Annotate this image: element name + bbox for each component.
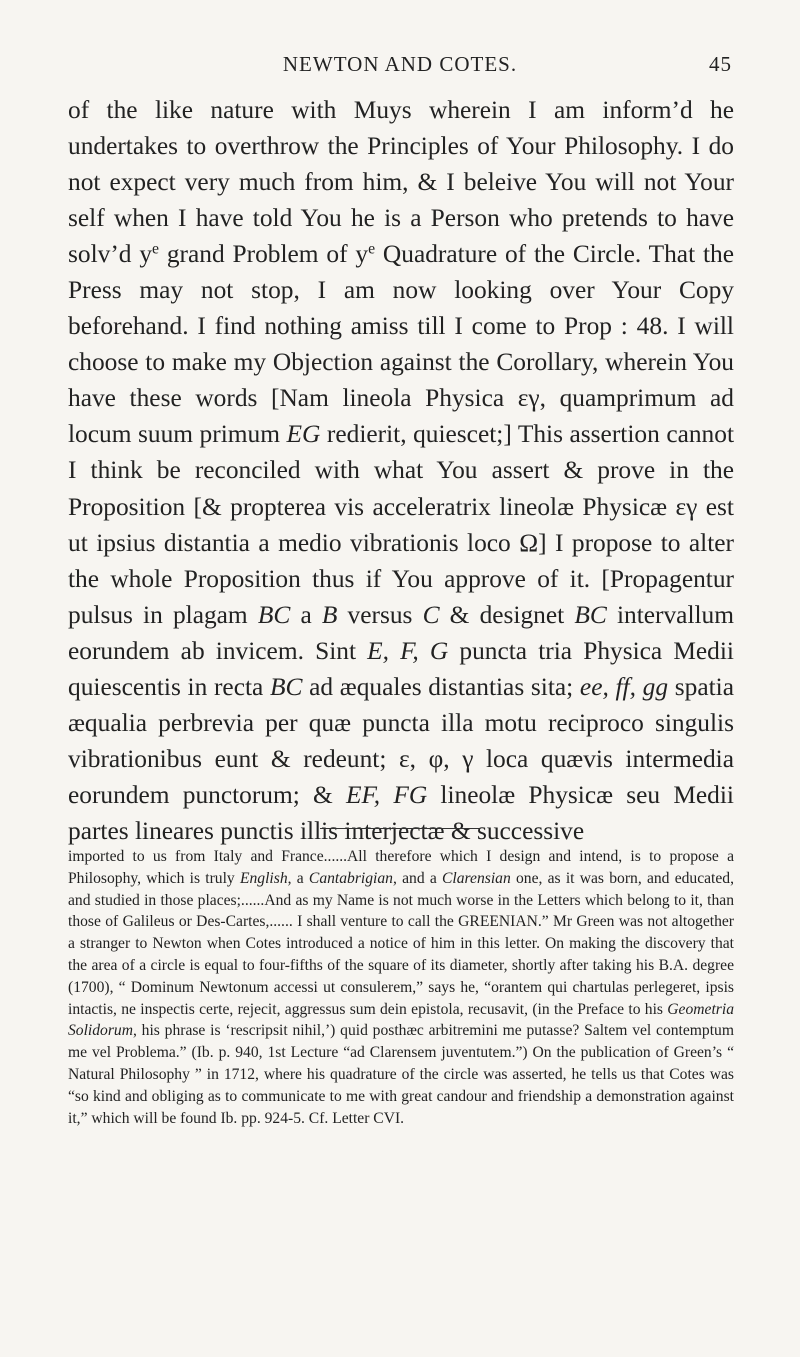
italic-word: English xyxy=(239,869,288,887)
italic-label: C xyxy=(422,600,440,629)
text-run: ad æquales distantias sita; xyxy=(302,672,580,701)
italic-word: Geometria Solidorum xyxy=(68,1000,734,1040)
text-run: puncta tria Physica Medii quiescentis in recta xyxy=(68,636,734,701)
text-run: Quadrature of the Circle. That the Press may not stop, I am now looking over Your Copy beforehand. I find nothing amiss till I come to Prop : 48. I will choose to make my Objection against the Corollary, wherein You have these words [Nam lineola Physica εγ, quamprimum ad locum suum primum xyxy=(68,240,734,449)
text-run: , and a xyxy=(392,869,443,887)
text-run: imported to us from Italy and France......All therefore which I design and intend, is to propose a Philosophy, which is truly xyxy=(68,848,734,887)
text-run: a xyxy=(290,600,322,629)
text-run: versus xyxy=(337,600,423,629)
text-run: one, as it was born, and educated, and studied in those places;......And as my Name is not much worse in the Letters which belong to it, than those of Galileus or Des-Cartes,...... I shall venture to call the GREENIAN.” Mr Green was not altogether a stranger to Newton when Cotes introduced a notice of him in this letter. On making the discovery that the area of a circle is equal to four-fifths of the square of its diameter, shortly after taking his B.A. degree (1700), “ Dominum Newtonum accessi ut consulerem,” says he, “orantem qui chartulas perlegeret, ipsis intactis, ne inspectis certe, rejecit, aggressus sum dein epistola, recusavit, (in the Preface to his xyxy=(68,869,734,1018)
footnote-divider xyxy=(320,828,480,829)
italic-label: EG xyxy=(286,420,321,449)
letter-paragraph xyxy=(68,92,734,849)
running-title: NEWTON AND COTES. xyxy=(282,52,518,76)
footnote-paragraph xyxy=(68,846,734,1129)
text-run: redierit, quiescet;] This assertion cannot I think be reconciled with what You assert & prove in the Proposition [& propterea vis acceleratrix lineolæ Physicæ εγ est ut ipsius distantia a medio vibrationis loco Ω] I propose to alter the whole Proposition thus if You approve of it. [Propagentur pulsus in plagam xyxy=(68,420,734,629)
italic-label: B xyxy=(321,600,338,629)
italic-word: Cantabrigian xyxy=(308,869,393,887)
text-run: lineolæ Physicæ seu Medii partes lineares punctis illis interjectæ & successive xyxy=(68,780,734,845)
text-run: spatia æqualia perbrevia per quæ puncta illa motu reciproco singulis vibrationibus eunt & redeunt; ε, φ, γ loca quævis intermedia eorundem punctorum; & xyxy=(68,672,734,809)
italic-label: BC xyxy=(257,600,291,629)
running-head xyxy=(68,52,732,82)
main-text xyxy=(68,92,734,849)
page-number: 45 xyxy=(709,52,732,76)
italic-label: BC xyxy=(574,600,607,629)
italic-label: ee, ff, gg xyxy=(579,672,669,701)
text-run: & designet xyxy=(439,600,575,629)
footnote xyxy=(68,846,734,1129)
text-run: of the like nature with Muys wherein I am inform’d he undertakes to overthrow the Principles of Your Philosophy. I do not expect very much from him, & I beleive You will not Your self when I have told You he is a Person who pretends to have solv’d y xyxy=(68,96,734,269)
italic-label: BC xyxy=(269,672,303,701)
text-run: , his phrase is ‘rescripsit nihil,’) quid posthæc arbitremini me putasse? Saltem vel contemptum me vel Problema.” (Ib. p. 940, 1st Lecture “ad Clarensem juventutem.”) On the publication of Green’s “ Natural Philosophy ” in 1712, where his quadrature of the circle was asserted, he tells us that Cotes was “so kind and obliging as to communicate to me with great candour and friendship a demonstration against it,” which will be found Ib. pp. 924-5. Cf. Letter CVI. xyxy=(68,1022,734,1127)
italic-word: Clarensian xyxy=(442,869,511,887)
text-run: grand Problem of y xyxy=(159,240,369,269)
superscript-e: e xyxy=(152,240,160,258)
text-run: intervallum eorundem ab invicem. Sint xyxy=(68,600,734,665)
text-run: , a xyxy=(287,869,309,887)
italic-label: E, F, G xyxy=(367,636,449,665)
superscript-e: e xyxy=(368,240,376,258)
italic-label: EF, FG xyxy=(346,780,428,809)
